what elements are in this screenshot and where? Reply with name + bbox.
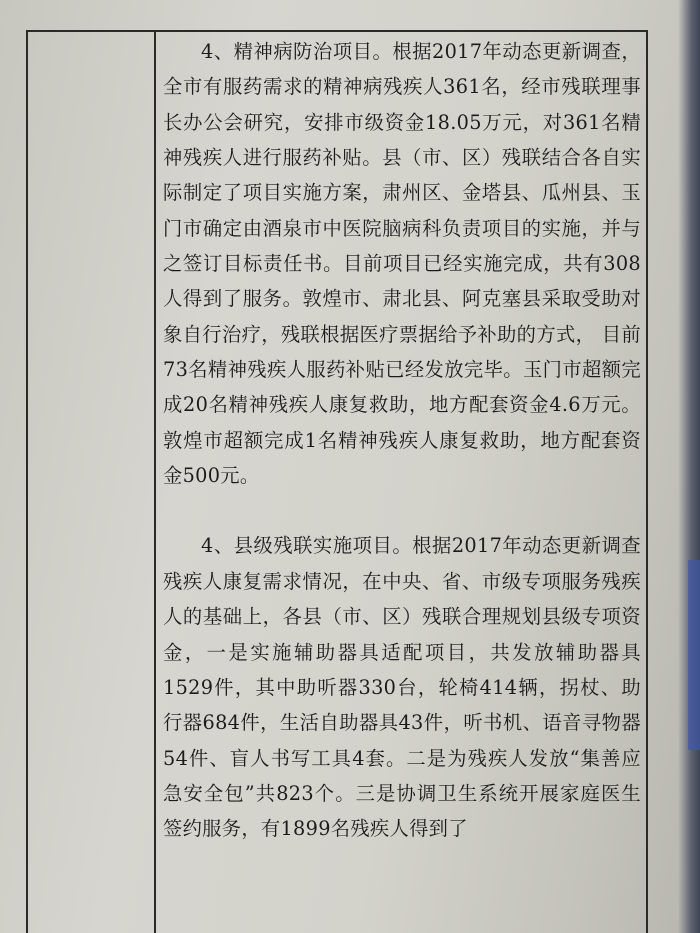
table-right-border xyxy=(646,30,648,933)
table-column-divider xyxy=(154,30,156,933)
desk-edge xyxy=(678,0,700,933)
table-top-border xyxy=(26,30,648,32)
table-left-border xyxy=(26,30,28,933)
paragraph-mental-illness-project: 4、精神病防治项目。根据2017年动态更新调查，全市有服药需求的精神病残疾人361名，经市残联理事长办公会研究，安排市级资金18.05万元，对361名精神残疾人进行服药补贴。县（市、区）残联结合各自实际制定了项目实施方案，肃州区、金塔县、瓜州县、玉门市确定由酒泉市中医院脑病科负责项目的实施，并与之签订目标责任书。目前项目已经实施完成，共有308人得到了服务。敦煌市、肃北县、阿克塞县采取受助对象自行治疗，残联根据医疗票据给予补助的方式， 目前73名精神残疾人服药补贴已经发放完毕。玉门市超额完成20名精神残疾人康复救助，地方配套资金4.6万元。敦煌市超额完成1名精神残疾人康复救助，地方配套资金500元。 xyxy=(163,40,641,488)
paragraph-county-project: 4、县级残联实施项目。根据2017年动态更新调查残疾人康复需求情况，在中央、省、市级专项服务残疾人的基础上，各县（市、区）残联合理规划县级专项资金，一是实施辅助器具适配项目，共发放辅助器具1529件，其中助听器330台，轮椅414辆，拐杖、助行器684件，生活自助器具43件，听书机、语音寻物器54件、盲人书写工具4套。二是为残疾人发放“集善应急安全包”共823个。三是协调卫生系统开展家庭医生签约服务，有1899名残疾人得到了 xyxy=(163,534,641,841)
table-cell-content xyxy=(163,34,641,847)
